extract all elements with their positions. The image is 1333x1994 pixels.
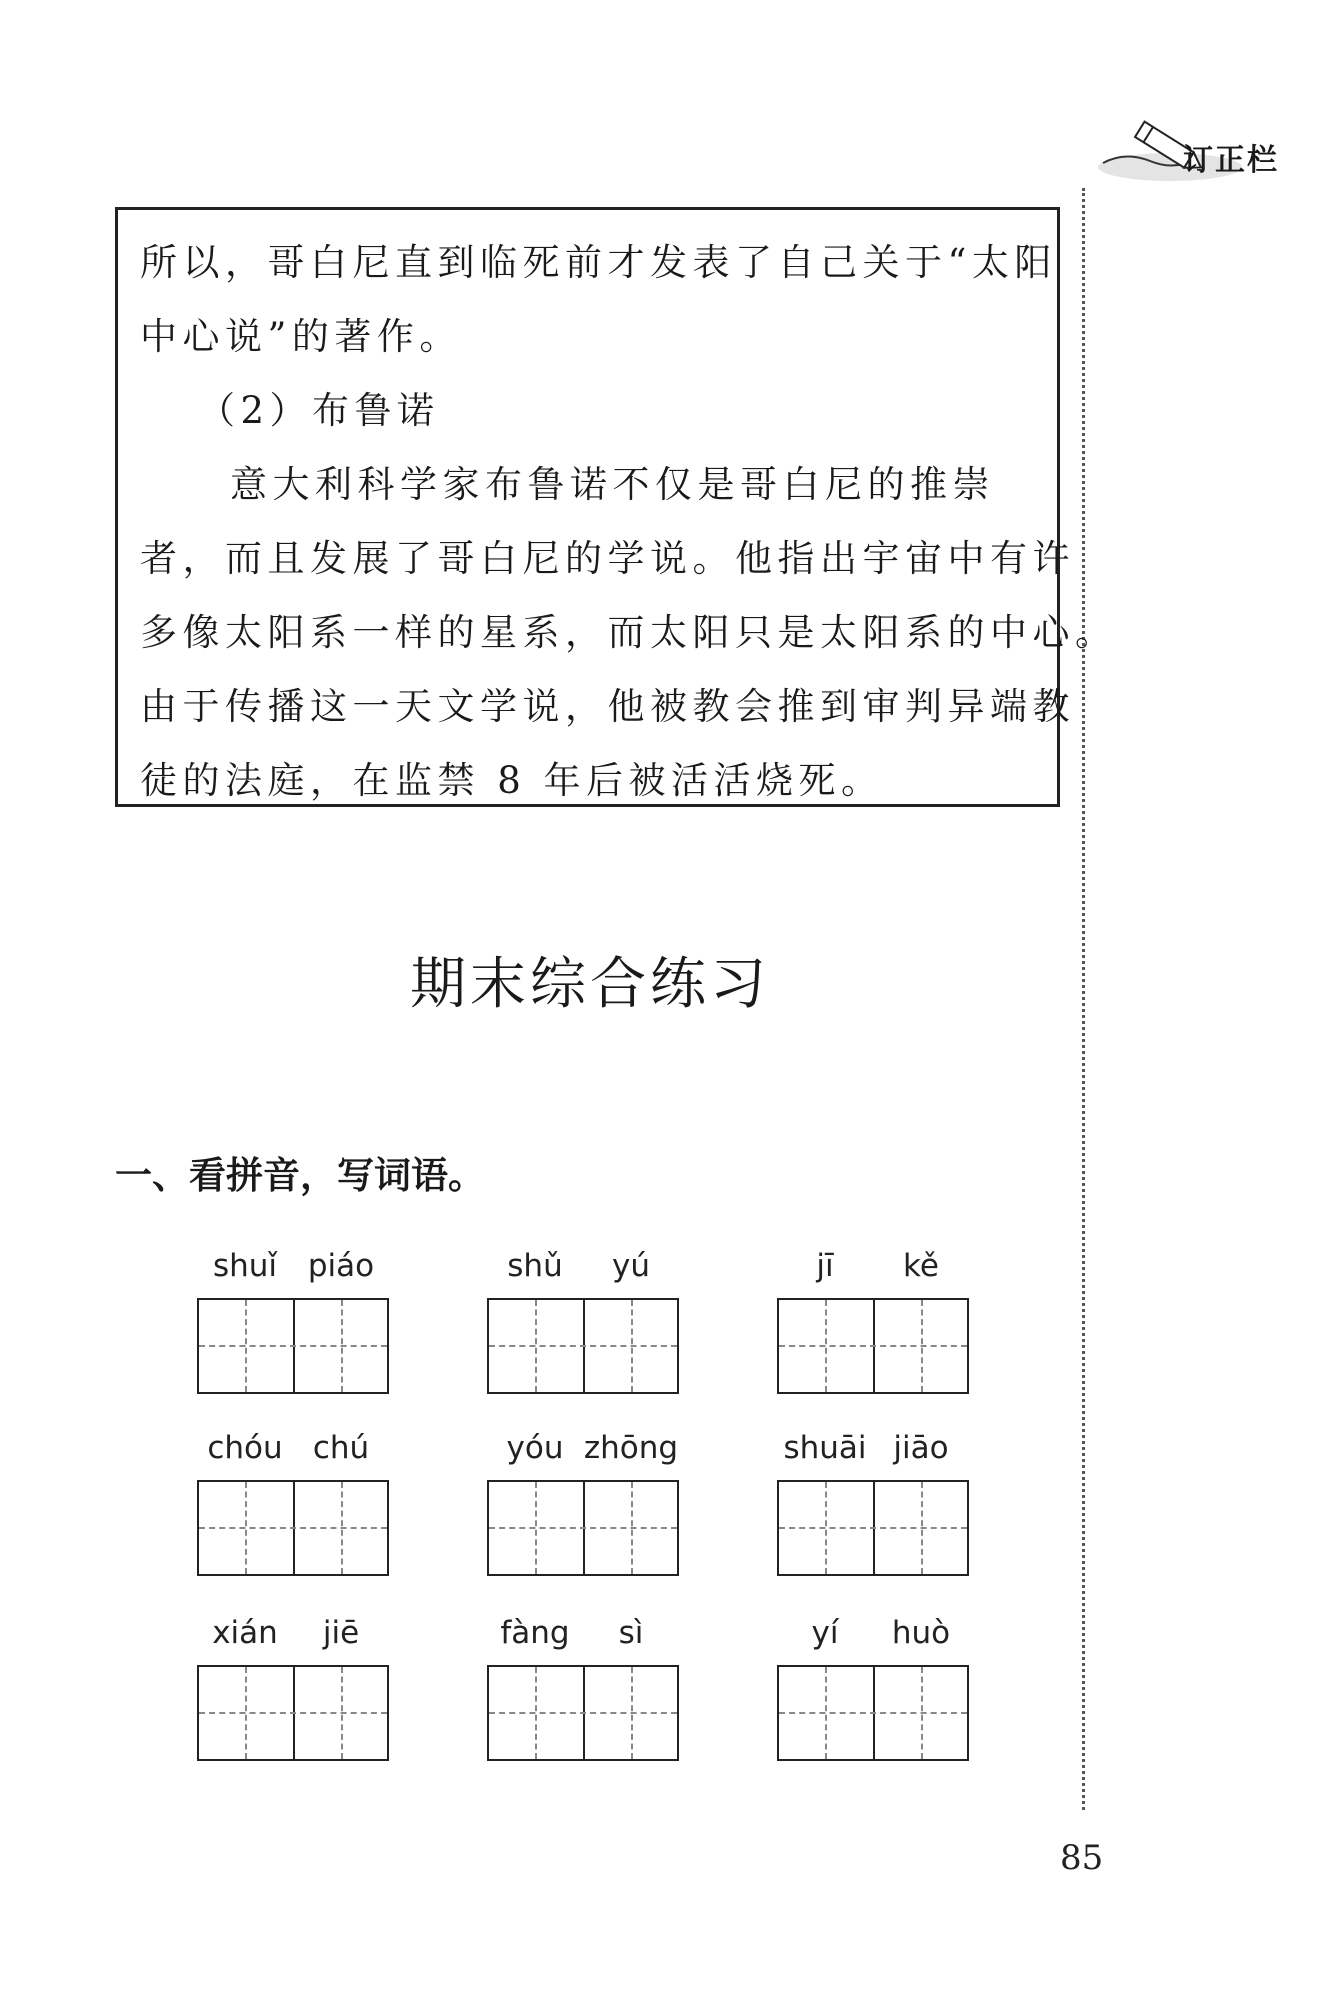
passage-line: 中心说”的著作。 <box>140 315 462 358</box>
reading-passage-box <box>115 207 1118 807</box>
pinyin-syllable: shǔ <box>507 1248 563 1284</box>
pinyin-syllable: yóu <box>506 1430 564 1466</box>
word-item <box>487 1430 679 1590</box>
pinyin-syllable: chóu <box>207 1430 283 1466</box>
pinyin-label <box>197 1615 389 1655</box>
word-item <box>777 1430 969 1590</box>
correction-column-label: 订正栏 <box>1183 143 1279 178</box>
pinyin-label <box>777 1615 969 1655</box>
writing-grid[interactable] <box>777 1665 969 1761</box>
word-item <box>197 1248 389 1408</box>
word-item <box>487 1248 679 1408</box>
passage-line: 意大利科学家布鲁诺不仅是哥白尼的推崇 <box>230 463 995 506</box>
writing-grid[interactable] <box>487 1480 679 1576</box>
section-title: 期末综合练习 <box>410 952 770 1017</box>
writing-grid[interactable] <box>197 1480 389 1576</box>
writing-grid[interactable] <box>197 1665 389 1761</box>
writing-grid[interactable] <box>777 1298 969 1394</box>
pinyin-syllable: kě <box>903 1248 939 1284</box>
word-item <box>487 1615 679 1775</box>
passage-line: 由于传播这一天文学说，他被教会推到审判异端教 <box>140 685 1075 728</box>
pinyin-label <box>197 1430 389 1470</box>
passage-line: 者，而且发展了哥白尼的学说。他指出宇宙中有许 <box>140 537 1075 580</box>
pinyin-label <box>487 1248 679 1288</box>
pinyin-label <box>487 1615 679 1655</box>
pinyin-label <box>777 1430 969 1470</box>
correction-column-header <box>1095 115 1310 190</box>
question-heading: 一、看拼音，写词语。 <box>115 1154 485 1197</box>
passage-line: 所以，哥白尼直到临死前才发表了自己关于“太阳 <box>140 241 1057 284</box>
passage-line: 多像太阳系一样的星系，而太阳只是太阳系的中心。 <box>140 611 1118 654</box>
pinyin-syllable: jiē <box>322 1615 360 1651</box>
writing-grid[interactable] <box>197 1298 389 1394</box>
writing-grid[interactable] <box>487 1665 679 1761</box>
pinyin-syllable: jiāo <box>893 1430 949 1466</box>
pinyin-syllable: shuǐ <box>212 1248 278 1284</box>
word-item <box>197 1430 389 1590</box>
pinyin-syllable: shuāi <box>783 1430 867 1466</box>
pinyin-syllable: huò <box>891 1615 951 1651</box>
passage-subheading: （2）布鲁诺 <box>198 389 440 432</box>
word-item <box>777 1248 969 1408</box>
pinyin-syllable: yí <box>811 1615 839 1651</box>
page-number: 85 <box>1060 1838 1104 1878</box>
word-item <box>777 1615 969 1775</box>
pinyin-syllable: fàng <box>500 1615 570 1651</box>
writing-grid[interactable] <box>777 1480 969 1576</box>
pinyin-syllable: piáo <box>307 1248 375 1284</box>
pinyin-syllable: zhōng <box>583 1430 679 1466</box>
pinyin-label <box>487 1430 679 1470</box>
passage-line: 徒的法庭，在监禁 8 年后被活活烧死。 <box>140 759 884 802</box>
pinyin-syllable: jī <box>816 1248 834 1284</box>
pinyin-syllable: sì <box>618 1615 644 1651</box>
word-item <box>197 1615 389 1775</box>
pinyin-label <box>197 1248 389 1288</box>
pinyin-label <box>777 1248 969 1288</box>
pinyin-syllable: xián <box>212 1615 278 1651</box>
pinyin-syllable: chú <box>312 1430 370 1466</box>
pinyin-syllable: yú <box>612 1248 650 1284</box>
writing-grid[interactable] <box>487 1298 679 1394</box>
